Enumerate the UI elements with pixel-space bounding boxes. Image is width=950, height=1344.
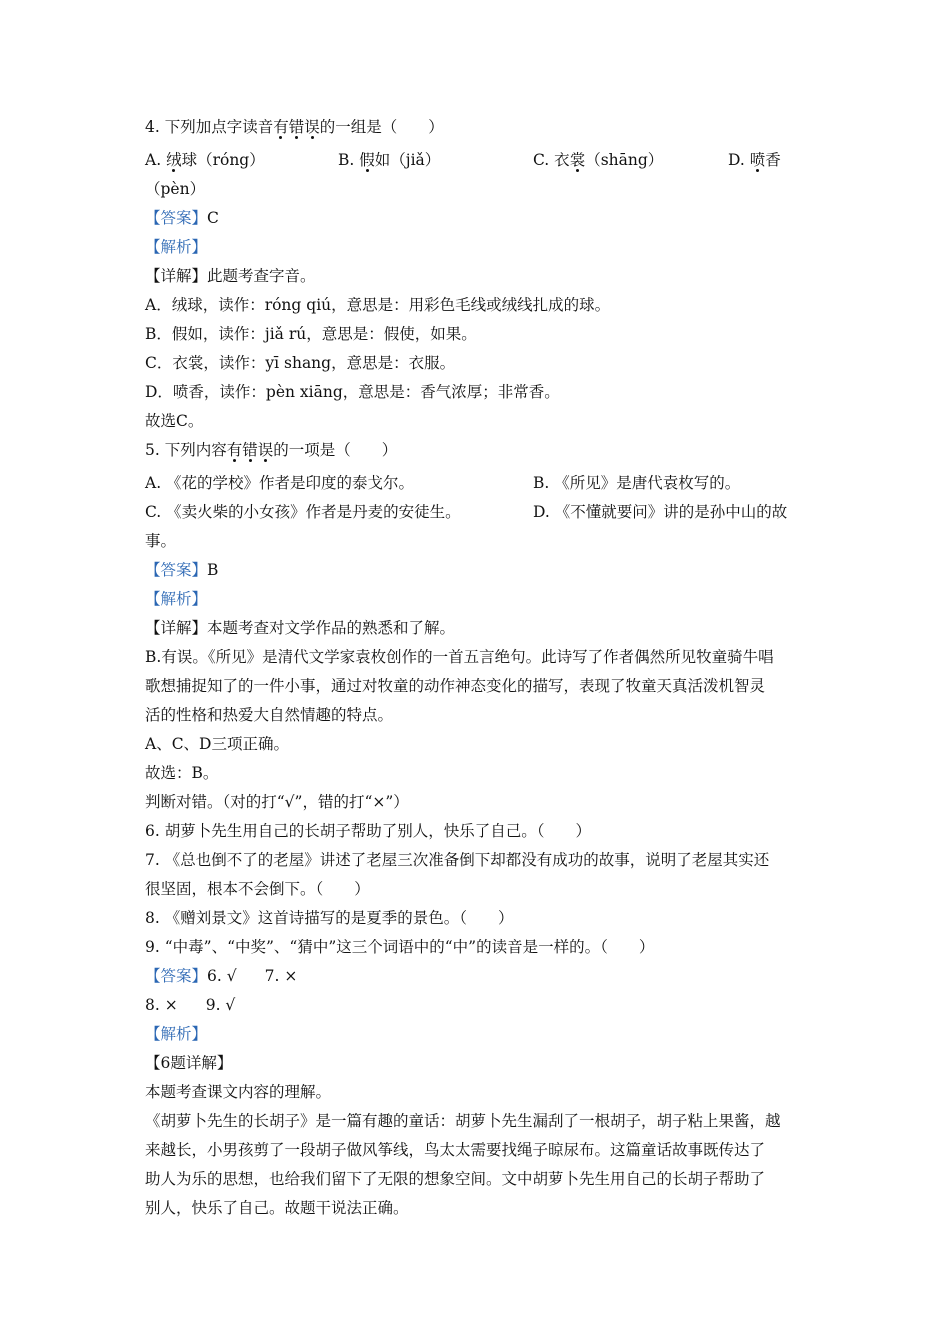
answer-7: 7. ×: [264, 967, 298, 985]
answer-tag: 【答案】: [145, 967, 208, 985]
question-9: 9. “中毒”、“中奖”、“猜中”这三个词语中的“中”的读音是一样的。（ ）: [145, 938, 655, 956]
question-5: [145, 436, 815, 465]
explanation-paragraph-line: B.有误。《所见》是清代文学家袁枚创作的一首五言绝句。此诗写了作者偶然所见牧童骑牛唱: [145, 648, 774, 666]
emphasis-dot-char: 误: [257, 441, 274, 459]
emphasis-dot-char: 误: [304, 118, 320, 136]
question-text: 的一项是（ ）: [273, 441, 398, 459]
answer-line: [145, 556, 815, 585]
option-a: A. 绒球（róng）: [145, 151, 265, 169]
question-text: 下列内容: [164, 441, 227, 459]
explanation-line: D．喷香，读作：pèn xiāng，意思是：香气浓厚；非常香。: [145, 383, 560, 401]
explanation-paragraph-line: 歌想捕捉知了的一件小事，通过对牧童的动作神态变化的描写，表现了牧童天真活泼机智灵: [145, 677, 766, 695]
question-7: 7. 《总也倒不了的老屋》讲述了老屋三次准备倒下却都没有成功的故事，说明了老屋其实还: [145, 851, 770, 869]
explanation-line: B．假如，读作：jiǎ rú，意思是：假使，如果。: [145, 325, 477, 343]
document-page: [145, 113, 815, 1223]
explanation-line: C．衣裳，读作：yī shang，意思是：衣服。: [145, 354, 456, 372]
answer-value: C: [207, 209, 219, 227]
conclusion-line: 故选：B。: [145, 764, 219, 782]
analysis-tag: 【解析】: [145, 590, 208, 608]
question-text: 的一组是（ ）: [319, 118, 444, 136]
emphasis-dot-char: 有: [226, 441, 243, 459]
conclusion-line: 故选C。: [145, 412, 204, 430]
emphasis-dot-char: 有: [273, 118, 289, 136]
detail-tag: 【详解】: [145, 267, 208, 285]
option-c: C. 衣裳（shāng）: [533, 151, 664, 169]
explanation-line: A．绒球，读作：róng qiú，意思是：用彩色毛线或绒线扎成的球。: [145, 296, 611, 314]
answer-6: 6. √: [207, 967, 237, 985]
answer-line: [145, 204, 815, 233]
option-d: D. 喷香: [728, 151, 781, 169]
question-8: 8. 《赠刘景文》这首诗描写的是夏季的景色。（ ）: [145, 909, 514, 927]
option-c: C. 《卖火柴的小女孩》作者是丹麦的安徒生。: [145, 503, 461, 521]
answer-line: [145, 962, 815, 991]
question-6: 6. 胡萝卜先生用自己的长胡子帮助了别人，快乐了自己。（ ）: [145, 822, 591, 840]
detail-line: 【详解】此题考查字音。: [145, 267, 316, 285]
question-5-options-ab: [145, 469, 815, 498]
question-5-options-cd: [145, 498, 815, 527]
question-4: [145, 113, 815, 142]
explanation-paragraph-line: 别人，快乐了自己。故题干说法正确。: [145, 1199, 409, 1217]
option-b: B. 假如（jiǎ）: [338, 151, 441, 169]
analysis-tag: 【解析】: [145, 238, 208, 256]
answer-line-2: [145, 991, 815, 1020]
explanation-paragraph-line: 来越长，小男孩剪了一段胡子做风筝线，鸟太太需要找绳子晾尿布。这篇童话故事既传达了: [145, 1141, 766, 1159]
option-d-continuation: 事。: [145, 532, 177, 550]
answer-value: B: [207, 561, 219, 579]
question-number: 5.: [145, 441, 165, 459]
question-number: 4.: [145, 118, 165, 136]
option-d-continuation: （pèn）: [145, 180, 206, 198]
q6-detail: 本题考查课文内容的理解。: [145, 1083, 332, 1101]
question-7-continuation: 很坚固，根本不会倒下。（ ）: [145, 880, 370, 898]
explanation-paragraph-line: 助人为乐的思想，也给我们留下了无限的想象空间。文中胡萝卜先生用自己的长胡子帮助了: [145, 1170, 766, 1188]
analysis-tag: 【解析】: [145, 1025, 208, 1043]
option-b: B. 《所见》是唐代袁枚写的。: [533, 474, 741, 492]
q6-detail-tag: 【6题详解】: [145, 1054, 233, 1072]
explanation-paragraph-line: 活的性格和热爱大自然情趣的特点。: [145, 706, 394, 724]
detail-tag: 【详解】: [145, 619, 208, 637]
answer-8: 8. ×: [145, 996, 178, 1014]
answer-tag: 【答案】: [145, 209, 208, 227]
emphasis-dot-char: 错: [288, 118, 305, 136]
detail-line: 【详解】本题考查对文学作品的熟悉和了解。: [145, 619, 456, 637]
answer-tag: 【答案】: [145, 561, 208, 579]
option-a: A. 《花的学校》作者是印度的泰戈尔。: [145, 474, 415, 492]
option-d: D. 《不懂就要问》讲的是孙中山的故: [533, 503, 788, 521]
question-text: 下列加点字读音: [164, 118, 274, 136]
section-title: 判断对错。（对的打“√”，错的打“×”）: [145, 793, 409, 811]
explanation-paragraph-line: 《胡萝卜先生的长胡子》是一篇有趣的童话：胡萝卜先生漏刮了一根胡子，胡子粘上果酱，越: [145, 1112, 781, 1130]
explanation-line: A、C、D三项正确。: [145, 735, 289, 753]
answer-9: 9. √: [205, 996, 236, 1014]
question-4-options: [145, 146, 815, 175]
emphasis-dot-char: 错: [242, 441, 258, 459]
